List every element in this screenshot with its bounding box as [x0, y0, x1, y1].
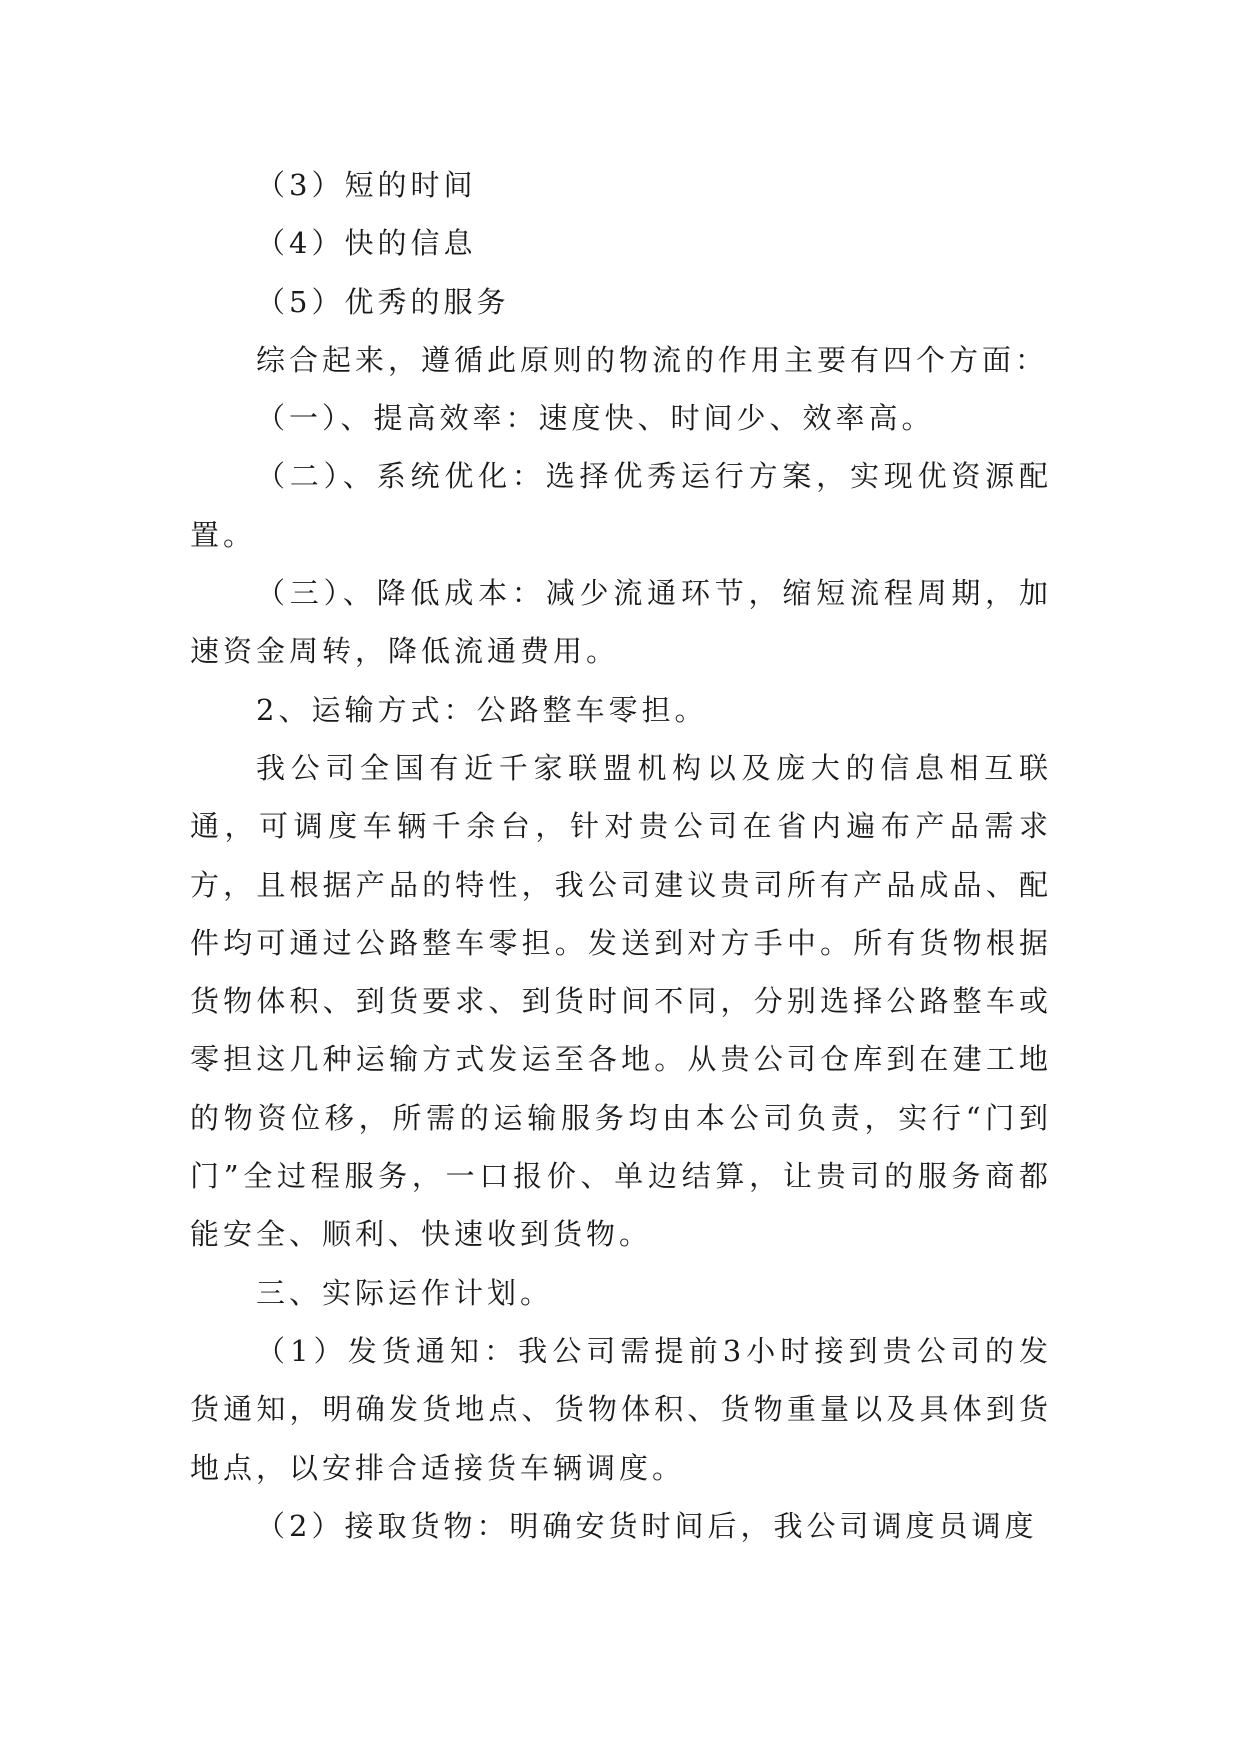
section-heading-operation-plan: 三、实际运作计划。	[256, 1275, 554, 1310]
summary-paragraph: 综合起来，遵循此原则的物流的作用主要有四个方面：	[256, 342, 1049, 377]
step-shipping-notice: （1）发货通知：我公司需提前3小时接到贵公司的发货通知，明确发货地点、货物体积、货物重量以及具体到货地点，以安排合适接货车辆调度。	[190, 1333, 1052, 1485]
list-item-fast-info: （4）快的信息	[256, 226, 477, 261]
section-transport-mode: 2、运输方式：公路整车零担。	[256, 692, 708, 727]
point-system-optimization: （二）、系统优化：选择优秀运行方案，实现优资源配置。	[190, 459, 1052, 552]
point-improve-efficiency: （一）、提高效率：速度快、时间少、效率高。	[256, 401, 935, 436]
list-item-excellent-service: （5）优秀的服务	[256, 284, 510, 319]
document-body	[190, 156, 1052, 1555]
company-description-paragraph: 我公司全国有近千家联盟机构以及庞大的信息相互联通，可调度车辆千余台，针对贵公司在省内遍布产品需求方，且根据产品的特性，我公司建议贵司所有产品成品、配件均可通过公路整车零担。发送到对方手中。所有货物根据货物体积、到货要求、到货时间不同，分别选择公路整车或零担这几种运输方式发运至各地。从贵公司仓库到在建工地的物资位移，所需的运输服务均由本公司负责，实行“门到门”全过程服务，一口报价、单边结算，让贵司的服务商都能安全、顺利、快速收到货物。	[190, 750, 1052, 1252]
step-pickup-goods: （2）接取货物：明确安货时间后，我公司调度员调度	[256, 1508, 1038, 1543]
list-item-short-time: （3）短的时间	[256, 168, 477, 202]
point-reduce-cost: （三）、降低成本：减少流通环节，缩短流程周期，加速资金周转，降低流通费用。	[190, 576, 1052, 669]
